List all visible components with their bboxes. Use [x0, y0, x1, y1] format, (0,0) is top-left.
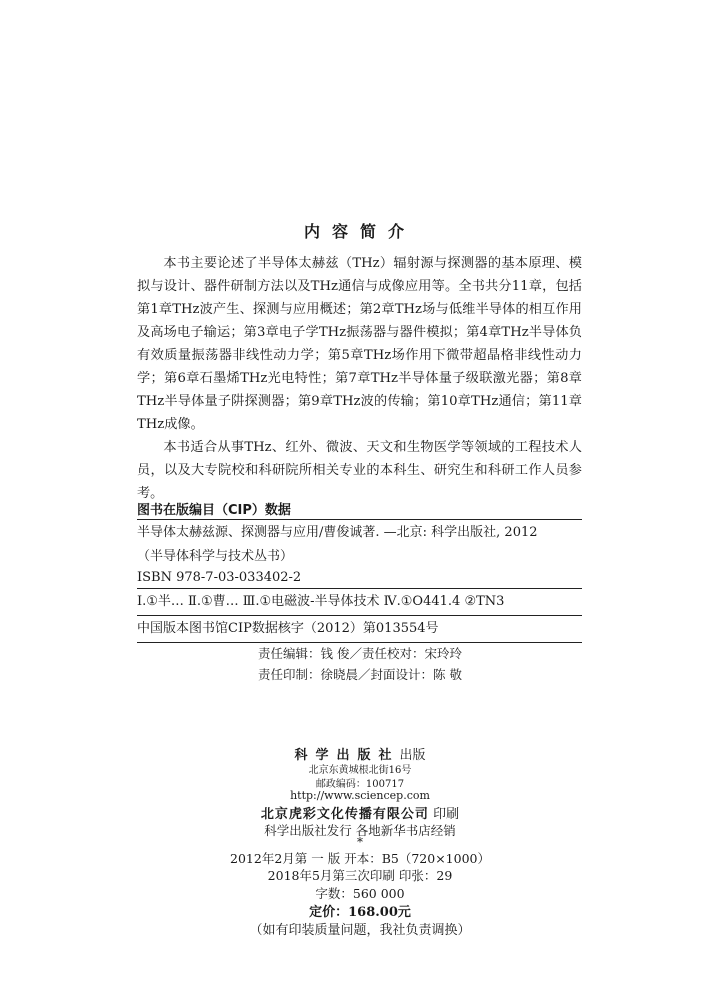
publisher-address: 北京东黄城根北街16号 [308, 765, 412, 776]
cip-series-line: （半导体科学与技术丛书） [137, 549, 294, 564]
summary-title: 内容简介 [303, 222, 416, 241]
cip-isbn: ISBN 978-7-03-033402-2 [137, 570, 302, 585]
price: 定价：168.00元 [309, 905, 411, 920]
editors-line: 责任编辑：钱 俊／责任校对：宋玲玲 [258, 646, 462, 661]
summary-paragraph: 本书主要论述了半导体太赫兹（THz）辐射源与探测器的基本原理、模拟与设计、器件研制方法以及THz通信与成像应用等。全书共分11章，包括第1章THz波产生、探测与应用概述；第2章THz场与低维半导体的相互作用及高场电子输运；第3章电子学THz振荡器与器件模拟；第4章THz半导体负有效质量振荡器非线性动力学；第5章THz场作用下微带超晶格非线性动力学；第6章石墨烯THz光电特性；第7章THz半导体量子级联激光器；第8章THz半导体量子阱探测器；第9章THz波的传输；第10章THz通信；第11章THz成像。 [137, 256, 582, 432]
word-count: 字数：560 000 [315, 886, 405, 901]
editors-line: 责任印制：徐晓晨／封面设计：陈 敬 [258, 667, 462, 682]
cip-number: 中国版本图书馆CIP数据核字（2012）第013554号 [137, 615, 582, 642]
publisher-name-suffix: 出版 [399, 748, 426, 763]
cip-title-line: 半导体太赫兹源、探测器与应用/曹俊诚著. —北京: 科学出版社, 2012 [137, 525, 538, 540]
separator-star: * [357, 835, 363, 849]
printer-name: 北京虎彩文化传播有限公司 [260, 807, 429, 822]
cip-classification: Ⅰ.①半… Ⅱ.①曹… Ⅲ.①电磁波-半导体技术 Ⅳ.①O441.4 ②TN3 [137, 588, 582, 615]
publisher-name: 科学出版社 [294, 748, 400, 763]
quality-notice: （如有印装质量问题，我社负责调换） [249, 923, 471, 938]
publisher-url: http://www.sciencep.com [290, 789, 430, 802]
editors-block [0, 643, 720, 685]
summary-text [137, 252, 582, 505]
printer-line [0, 803, 720, 822]
distribution-line: 科学出版社发行 各地新华书店经销 [264, 823, 456, 838]
printer-suffix: 印刷 [433, 807, 460, 822]
cip-data-block [137, 519, 582, 643]
publisher-postcode: 邮政编码：100717 [315, 779, 405, 790]
printing-line: 2018年5月第三次印刷 印张：29 [267, 868, 453, 883]
edition-line: 2012年2月第 一 版 开本：B5（720×1000） [230, 851, 490, 866]
summary-paragraph: 本书适合从事THz、红外、微波、天文和生物医学等领域的工程技术人员，以及大专院校和科研院所相关专业的本科生、研究生和科研工作人员参考。 [137, 440, 582, 501]
cip-heading: 图书在版编目（CIP）数据 [137, 503, 291, 518]
